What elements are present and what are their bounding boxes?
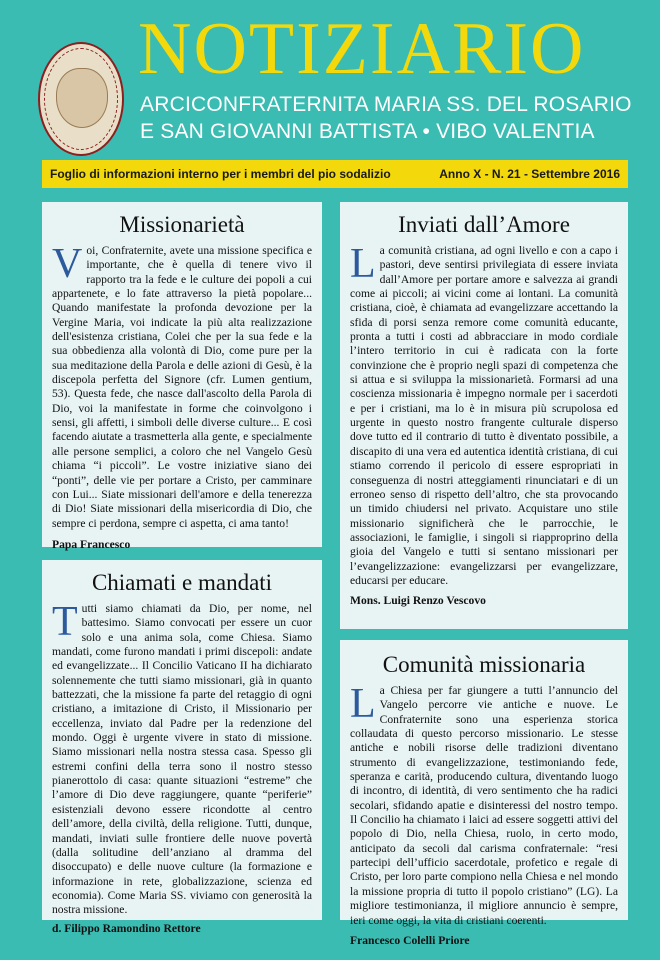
article-text: oi, Confraternite, avete una missione specifica e importante, che è quella di tenere vivo il rapporto tra la fede e le culture dei popoli a cui appartenete, e lo fate attraverso la pietà popolare... Quando manifestate la profonda devozione per la Vergine Maria, voi indicate la più alta realizzazione dell'esistenza cristiana, Colei che per la sua fede e la sua obbedienza alla volontà di Dio, come pure per la sua meditazione della Parola e delle azioni di Gesù, è la discepola perfetta del Signore (cfr. Lumen gentium, 53). Questa fede, che nasce dall'ascolto della Parola di Dio, voi la manifestate in forme che coinvolgono i sensi, gli affetti, i simboli delle diverse culture... E così facendo aiutate a trasmetterla alla gente, e specialmente alle persone semplici, a coloro che nel Vangelo Gesù chiama “i piccoli”. Le vostre iniziative siano dei “ponti”, delle vie per portare a Cristo, per camminare con Lui... Siate missionari dell'amore e della tenerezza di Dio! Siate missionari della misericordia di Dio, che sempre ci perdona, sempre ci aspetta, ci ama tanto! [52, 244, 312, 530]
article-text: utti siamo chiamati da Dio, per nome, nel battesimo. Siamo convocati per essere un cuor solo e una anima sola, come Chiesa. Siamo mandati, come furono mandati i primi discepoli: andate ed evangelizzate... Il Concilio Vaticano II ha dichiarato solennemente che tutti siamo missionari, già in quanto battezzati, che la missione fa parte del retaggio di ogni cristiano, a imitazione di Cristo, il Missionario per eccellenza, inviato dal Padre per la redenzione del mondo. Oggi è urgente vivere in stato di missione. Siamo missionari nella nostra stessa casa. Spesso gli estremi confini della terra sono il nostro stesso pianerottolo di casa: quante situazioni “estreme” che l’amore di Dio deve raggiungere, quante “periferie” esistenziali devono essere ricondotte al centro dell’amore, della civiltà, della religione. Tutti, dunque, mandati, inviati sulle frontiere delle nuove povertà (dalla solitudine dell’anziano al dramma del disoccupato) e delle nuove culture (la formazione e informazione in rete, globalizzazione, scienza ed economia). Come Maria SS. viviamo con generosità la nostra missione. [52, 602, 312, 917]
article-signature: Papa Francesco [52, 537, 131, 551]
article-signature: Francesco Colelli Priore [350, 933, 470, 947]
drop-cap: L [350, 241, 376, 287]
seal-crest [56, 68, 108, 128]
article-body [52, 241, 312, 531]
drop-cap: T [52, 599, 78, 645]
article-title: Inviati dall’Amore [398, 212, 570, 237]
article-text: a Chiesa per far giungere a tutti l’annuncio del Vangelo percorre vie antiche e nuove. Le Confraternite sono una esperienza storica collaudata di questo percorso missionario. Le stesse antiche e nobili risorse delle tradizioni diventano strumento di evangelizzazione, testimoniando fede, speranza e carità, producendo cultura, diventando luogo di incontro, di identità, di vero sentimento che ha radici secolari, sfidando apatie e disinteressi del nostro tempo. Il Concilio ha chiamato i laici ad essere soggetti attivi del popolo di Dio, nella Chiesa, ruolo, in certo modo, anticipato da secoli dal carisma confraternale: “resi partecipi dell’ufficio sacerdotale, profetico e regale di Cristo, per loro parte compiono nella Chiesa e nel mondo la missione propria di tutto il popolo cristiano” (LG). La migliore testimonianza, il migliore annuncio è sempre, ieri come oggi, la vita di cristiani coerenti. [350, 684, 618, 927]
article-body [350, 681, 618, 928]
article-title: Chiamati e mandati [91, 570, 273, 595]
article-comunita-missionaria [340, 640, 628, 947]
info-strip [42, 160, 628, 188]
confraternity-seal [38, 42, 124, 156]
org-name-line2: E SAN GIOVANNI BATTISTA • VIBO VALENTIA [140, 120, 595, 143]
article-signature: Mons. Luigi Renzo Vescovo [350, 594, 486, 608]
article-missionarieta [42, 202, 322, 551]
article-text: a comunità cristiana, ad ogni livello e con a capo i pastori, deve sentirsi privilegiata di essere inviata dall’Amore per portare amore e salvezza ai grandi come ai piccoli; ai vicini come ai lontani. La comunità cristiana, cioè, è chiamata ad evangelizzare accettando la sfida di porsi senza remore come comunità educante, pronta a tutti i costi ad abbracciare in modo cordiale l’intero territorio in cui è radicata con la forte convinzione che è proprio negli spazi di competenza che si attua e si sviluppa la missionarietà. Formarsi ad una coscienza missionaria è impegno normale per i sacerdoti e per i cristiani, ma lo è in misura più scrupolosa ed urgente in questo nostro frangente culturale disperso dove tutto ed il contrario di tutto è diventato possibile, a discapito di una vera ed autentica identità cristiana, di cui stiamo correndo il pericolo di essere espropriati in conseguenza di nostri atteggiamenti rinunciatari e di un erroneo senso di rispetto dell’altro, che sta provocando un timido chiudersi nel privato. Acquistare uno stile missionario significherà che le parrocchie, le associazioni, le famiglie, i singoli si riapproprino della gioia del Vangelo e tutti si sentano missionari per l’evangelizzazione: evangelizzarsi per evangelizzare, educarsi per educare. [350, 244, 618, 587]
newsletter-title: NOTIZIARIO [138, 8, 586, 90]
article-title: Comunità missionaria [382, 652, 586, 677]
article-chiamati-e-mandati [42, 560, 322, 935]
strip-description: Foglio di informazioni interno per i membri del pio sodalizio [50, 167, 391, 181]
drop-cap: V [52, 241, 83, 287]
article-body [52, 599, 312, 918]
drop-cap: L [350, 681, 376, 727]
article-title: Missionarietà [119, 212, 245, 237]
org-name-line1: ARCICONFRATERNITA MARIA SS. DEL ROSARIO [140, 93, 632, 116]
masthead [0, 0, 660, 160]
issue-info: Anno X - N. 21 - Settembre 2016 [439, 167, 620, 181]
article-body [350, 241, 618, 588]
article-inviati-dall-amore [340, 202, 628, 629]
article-signature: d. Filippo Ramondino Rettore [52, 921, 201, 935]
